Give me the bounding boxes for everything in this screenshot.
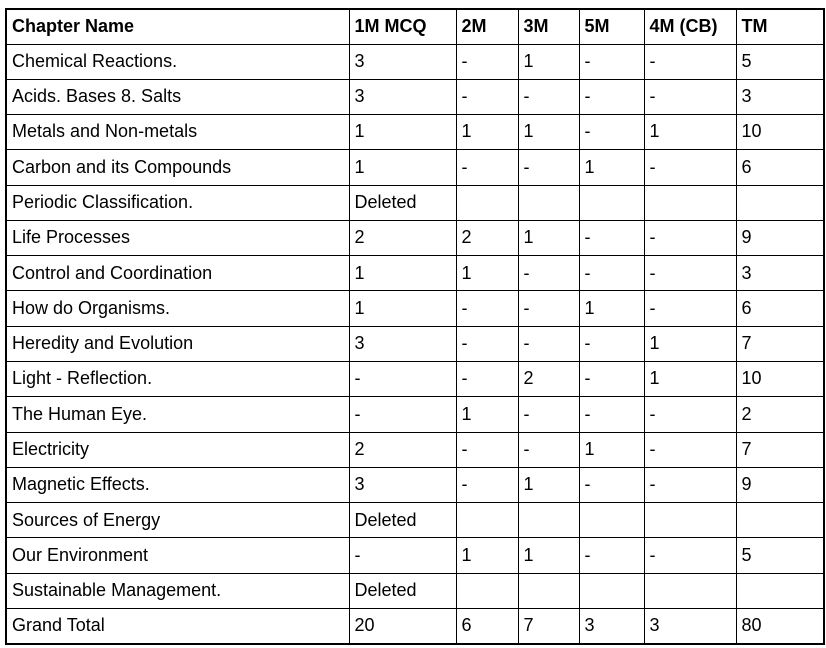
marks-cell: 20	[349, 609, 456, 645]
marks-cell: 2	[349, 220, 456, 255]
marks-column-header: 2M	[456, 9, 518, 44]
marks-cell: -	[644, 291, 736, 326]
chapter-name-cell: Carbon and its Compounds	[6, 150, 349, 185]
marks-cell: 1	[518, 220, 579, 255]
marks-cell: -	[349, 362, 456, 397]
chapter-name-cell: Magnetic Effects.	[6, 467, 349, 502]
marks-cell: 1	[518, 538, 579, 573]
marks-cell	[456, 185, 518, 220]
header-row	[6, 9, 824, 44]
marks-cell: 2	[518, 362, 579, 397]
chapter-name-header: Chapter Name	[6, 9, 349, 44]
marks-cell: -	[579, 467, 644, 502]
marks-cell: 5	[736, 538, 824, 573]
marks-cell: -	[349, 538, 456, 573]
marks-cell: Deleted	[349, 185, 456, 220]
chapter-name-cell: Chemical Reactions.	[6, 44, 349, 79]
marks-cell: -	[518, 397, 579, 432]
marks-cell: 80	[736, 609, 824, 645]
marks-cell: -	[349, 397, 456, 432]
marks-cell: -	[644, 44, 736, 79]
marks-cell: -	[518, 256, 579, 291]
marks-cell: 7	[736, 326, 824, 361]
marks-cell: -	[644, 256, 736, 291]
marks-cell: Deleted	[349, 503, 456, 538]
table-row	[6, 326, 824, 361]
marks-cell: 3	[349, 467, 456, 502]
marks-cell: 1	[456, 256, 518, 291]
marks-cell: -	[644, 220, 736, 255]
marks-cell: -	[456, 326, 518, 361]
chapter-name-cell: Sustainable Management.	[6, 573, 349, 608]
chapter-name-cell: Metals and Non-metals	[6, 115, 349, 150]
marks-cell: 10	[736, 362, 824, 397]
chapter-name-cell: Control and Coordination	[6, 256, 349, 291]
marks-cell: -	[644, 432, 736, 467]
marks-cell: 2	[456, 220, 518, 255]
marks-cell: 1	[456, 538, 518, 573]
marks-cell: 7	[518, 609, 579, 645]
marks-cell: -	[579, 538, 644, 573]
marks-cell: 3	[736, 256, 824, 291]
marks-cell: -	[644, 467, 736, 502]
marks-column-header: 5M	[579, 9, 644, 44]
marks-cell: -	[644, 538, 736, 573]
marks-cell	[736, 573, 824, 608]
marks-cell: 2	[736, 397, 824, 432]
marks-cell	[579, 185, 644, 220]
marks-cell: 1	[456, 115, 518, 150]
marks-cell: 6	[736, 291, 824, 326]
marks-cell	[736, 503, 824, 538]
marks-cell: -	[579, 115, 644, 150]
marks-cell: 1	[579, 291, 644, 326]
marks-cell	[456, 503, 518, 538]
chapter-name-cell: How do Organisms.	[6, 291, 349, 326]
table-row	[6, 150, 824, 185]
table-row	[6, 291, 824, 326]
marks-cell	[456, 573, 518, 608]
table-row	[6, 503, 824, 538]
chapter-name-cell: Life Processes	[6, 220, 349, 255]
marks-cell: -	[456, 291, 518, 326]
marks-cell: -	[456, 362, 518, 397]
marks-cell: -	[456, 44, 518, 79]
marks-cell: 2	[349, 432, 456, 467]
marks-cell: -	[579, 79, 644, 114]
marks-cell: 7	[736, 432, 824, 467]
marks-cell: 1	[349, 291, 456, 326]
marks-cell: 1	[644, 115, 736, 150]
table-row	[6, 432, 824, 467]
marks-cell: 3	[349, 44, 456, 79]
marks-cell: -	[644, 79, 736, 114]
marks-cell: -	[579, 326, 644, 361]
marks-cell: 1	[644, 326, 736, 361]
marks-cell: 9	[736, 467, 824, 502]
table-body	[6, 44, 824, 644]
marks-cell	[518, 503, 579, 538]
chapter-name-cell: Periodic Classification.	[6, 185, 349, 220]
marks-cell: 3	[644, 609, 736, 645]
table-row	[6, 609, 824, 645]
table-header	[6, 9, 824, 44]
marks-cell: -	[518, 432, 579, 467]
table-row	[6, 573, 824, 608]
marks-cell	[579, 503, 644, 538]
table-row	[6, 538, 824, 573]
marks-cell: -	[456, 432, 518, 467]
marks-cell: 3	[579, 609, 644, 645]
marks-cell: -	[456, 150, 518, 185]
table-row	[6, 79, 824, 114]
marks-cell: 3	[349, 326, 456, 361]
chapter-name-cell: Acids. Bases 8. Salts	[6, 79, 349, 114]
marks-cell	[644, 573, 736, 608]
marks-cell: -	[644, 397, 736, 432]
table-row	[6, 256, 824, 291]
chapter-name-cell: Grand Total	[6, 609, 349, 645]
table-row	[6, 362, 824, 397]
marks-cell: -	[518, 326, 579, 361]
marks-column-header: 4M (CB)	[644, 9, 736, 44]
marks-cell: 1	[579, 150, 644, 185]
marks-cell: -	[579, 362, 644, 397]
marks-column-header: 3M	[518, 9, 579, 44]
marks-cell: 1	[579, 432, 644, 467]
marks-cell	[736, 185, 824, 220]
table-row	[6, 115, 824, 150]
marks-cell	[518, 573, 579, 608]
marks-cell: -	[456, 467, 518, 502]
marks-cell: -	[579, 397, 644, 432]
marks-cell: 1	[456, 397, 518, 432]
table-row	[6, 44, 824, 79]
marks-cell: Deleted	[349, 573, 456, 608]
marks-cell: 6	[456, 609, 518, 645]
marks-cell: 1	[349, 115, 456, 150]
marks-cell: -	[579, 220, 644, 255]
marks-cell: 1	[349, 150, 456, 185]
marks-cell: 6	[736, 150, 824, 185]
chapter-name-cell: Our Environment	[6, 538, 349, 573]
marks-cell: -	[644, 150, 736, 185]
marks-distribution-table	[5, 8, 825, 645]
marks-cell: 1	[349, 256, 456, 291]
marks-cell: 3	[736, 79, 824, 114]
table-row	[6, 397, 824, 432]
marks-cell	[518, 185, 579, 220]
marks-cell: -	[456, 79, 518, 114]
marks-cell: 1	[644, 362, 736, 397]
chapter-name-cell: Light - Reflection.	[6, 362, 349, 397]
chapter-name-cell: Heredity and Evolution	[6, 326, 349, 361]
marks-cell: 1	[518, 44, 579, 79]
table-row	[6, 467, 824, 502]
marks-cell: -	[579, 256, 644, 291]
marks-cell	[579, 573, 644, 608]
table-row	[6, 185, 824, 220]
chapter-name-cell: The Human Eye.	[6, 397, 349, 432]
marks-cell	[644, 185, 736, 220]
marks-cell: 9	[736, 220, 824, 255]
marks-cell: 1	[518, 467, 579, 502]
table-row	[6, 220, 824, 255]
chapter-name-cell: Electricity	[6, 432, 349, 467]
marks-cell: -	[518, 291, 579, 326]
marks-cell: 3	[349, 79, 456, 114]
marks-column-header: 1M MCQ	[349, 9, 456, 44]
marks-cell: 10	[736, 115, 824, 150]
marks-cell	[644, 503, 736, 538]
marks-cell: 5	[736, 44, 824, 79]
marks-cell: 1	[518, 115, 579, 150]
marks-cell: -	[518, 150, 579, 185]
marks-cell: -	[518, 79, 579, 114]
marks-cell: -	[579, 44, 644, 79]
chapter-name-cell: Sources of Energy	[6, 503, 349, 538]
marks-column-header: TM	[736, 9, 824, 44]
